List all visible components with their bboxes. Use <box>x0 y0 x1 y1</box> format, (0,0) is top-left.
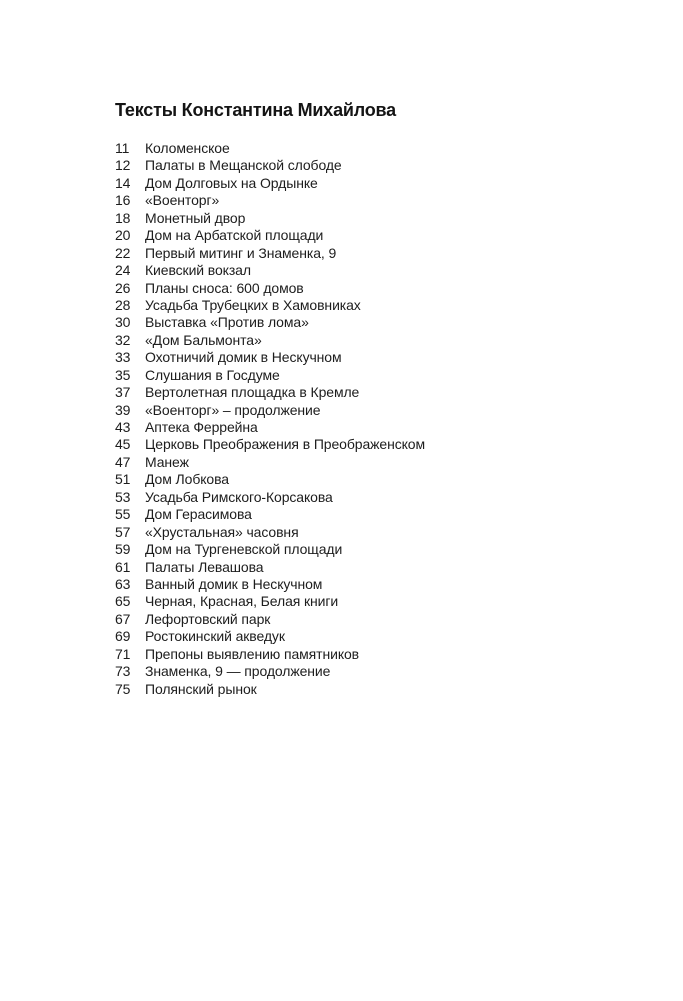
toc-entry-label: «Военторг» <box>145 192 220 209</box>
toc-page-number: 26 <box>115 279 131 296</box>
toc-entry-label: «Дом Бальмонта» <box>145 331 262 348</box>
toc-page-number: 32 <box>115 331 131 348</box>
toc-page-number: 35 <box>115 366 131 383</box>
toc-row <box>115 175 425 192</box>
toc-entry-label: Препоны выявлению памятников <box>145 645 360 662</box>
toc-page-number: 73 <box>115 663 131 680</box>
toc-page-number: 53 <box>115 488 131 505</box>
toc-row <box>115 663 425 680</box>
toc-row <box>115 367 425 384</box>
toc-page-number: 43 <box>115 419 131 435</box>
toc-row <box>115 227 425 244</box>
toc-page-number: 14 <box>115 174 131 191</box>
toc-page-number: 57 <box>115 523 131 540</box>
toc-row <box>115 593 425 610</box>
toc-entry-label: Вертолетная площадка в Кремле <box>145 384 360 401</box>
toc-entry-label: Дом на Арбатской площади <box>145 227 324 244</box>
toc-entry-label: Дом на Тургеневской площади <box>145 541 343 558</box>
toc-entry-label: Знаменка, 9 — продолжение <box>145 663 331 680</box>
toc-page-number: 18 <box>115 209 131 226</box>
toc-entry-label: «Хрустальная» часовня <box>145 523 299 540</box>
toc-entry-label: Выставка «Против лома» <box>145 314 309 331</box>
toc-page-number: 16 <box>115 192 131 209</box>
toc-page-number: 22 <box>115 244 131 261</box>
toc-entry-label: Дом Герасимова <box>145 506 252 523</box>
toc-row <box>115 646 425 663</box>
toc-row <box>115 489 425 506</box>
toc-page-number: 71 <box>115 645 131 662</box>
toc-page-number: 51 <box>115 471 131 488</box>
toc-page-number: 45 <box>115 436 131 453</box>
toc-row <box>115 280 425 297</box>
toc-row <box>115 297 425 314</box>
toc-list <box>115 140 425 698</box>
toc-page-number: 11 <box>115 140 130 156</box>
toc-row <box>115 262 425 279</box>
toc-entry-label: Палаты Левашова <box>145 558 264 575</box>
toc-entry-label: Дом Долговых на Ордынке <box>145 174 318 191</box>
toc-page-number: 20 <box>115 227 131 244</box>
toc-row <box>115 576 425 593</box>
toc-page-number: 75 <box>115 680 131 697</box>
toc-row <box>115 524 425 541</box>
toc-entry-label: Манеж <box>145 453 189 470</box>
toc-entry-label: Монетный двор <box>145 209 246 226</box>
toc-page-number: 55 <box>115 506 131 523</box>
toc-row <box>115 245 425 262</box>
toc-row <box>115 210 425 227</box>
toc-row <box>115 192 425 209</box>
toc-row <box>115 541 425 558</box>
toc-page-number: 28 <box>115 296 131 313</box>
toc-row <box>115 506 425 523</box>
toc-page-number: 63 <box>115 575 131 592</box>
toc-row <box>115 559 425 576</box>
toc-entry-label: Церковь Преображения в Преображенском <box>145 436 426 453</box>
toc-row <box>115 314 425 331</box>
toc-entry-label: Палаты в Мещанской слободе <box>145 157 342 174</box>
toc-entry-label: Слушания в Госдуме <box>145 366 280 383</box>
toc-entry-label: Дом Лобкова <box>145 471 229 488</box>
toc-page-number: 12 <box>115 157 131 174</box>
toc-row <box>115 157 425 174</box>
toc-row <box>115 349 425 366</box>
toc-row <box>115 681 425 698</box>
toc-page-number: 33 <box>115 349 131 366</box>
toc-entry-label: «Военторг» – продолжение <box>145 401 321 418</box>
toc-entry-label: Ванный домик в Нескучном <box>145 575 323 592</box>
toc-row <box>115 628 425 645</box>
toc-entry-label: Усадьба Римского-Корсакова <box>145 488 333 505</box>
toc-page-number: 24 <box>115 262 131 279</box>
toc-page-number: 65 <box>115 593 131 610</box>
toc-page-number: 47 <box>115 453 131 470</box>
toc-entry-label: Коломенское <box>145 140 230 156</box>
toc-page-number: 67 <box>115 610 131 627</box>
toc-page-number: 61 <box>115 558 131 575</box>
toc-entry-label: Лефортовский парк <box>145 610 271 627</box>
toc-entry-label: Киевский вокзал <box>145 262 251 279</box>
toc-entry-label: Ростокинский акведук <box>145 628 285 645</box>
page-title: Тексты Константина Михайлова <box>115 100 396 120</box>
toc-entry-label: Первый митинг и Знаменка, 9 <box>145 244 337 261</box>
toc-page-number: 37 <box>115 384 131 401</box>
toc-entry-label: Усадьба Трубецких в Хамовниках <box>145 296 361 313</box>
toc-entry-label: Охотничий домик в Нескучном <box>145 349 342 366</box>
toc-entry-label: Аптека Феррейна <box>145 419 258 435</box>
toc-row <box>115 384 425 401</box>
toc-page-number: 59 <box>115 541 131 558</box>
toc-entry-label: Планы сноса: 600 домов <box>145 279 304 296</box>
toc-row <box>115 402 425 419</box>
toc-row <box>115 454 425 471</box>
toc-page-number: 39 <box>115 401 131 418</box>
toc-row <box>115 419 425 436</box>
toc-page-number: 30 <box>115 314 131 331</box>
toc-row <box>115 611 425 628</box>
toc-entry-label: Черная, Красная, Белая книги <box>145 593 339 610</box>
toc-row <box>115 471 425 488</box>
toc-row <box>115 436 425 453</box>
toc-row <box>115 140 425 157</box>
toc-row <box>115 332 425 349</box>
toc-page-number: 69 <box>115 628 131 645</box>
toc-entry-label: Полянский рынок <box>145 680 257 697</box>
